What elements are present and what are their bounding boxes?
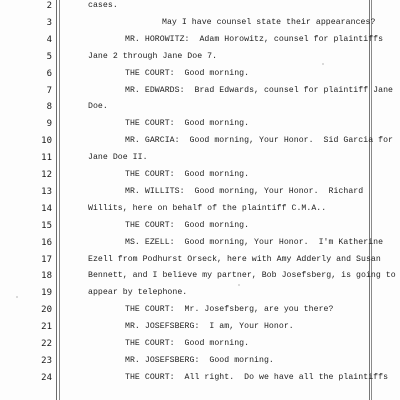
transcript-line <box>0 16 400 30</box>
line-text: MR. EDWARDS: Brad Edwards, counsel for plaintiff Jane <box>125 85 394 95</box>
line-text: Willits, here on behalf of the plaintiff C.M.A.. <box>88 203 327 213</box>
line-text: cases. <box>88 1 118 10</box>
transcript-line <box>0 354 400 368</box>
transcript-line <box>0 303 400 317</box>
line-number: 2 <box>46 1 52 11</box>
line-number: 22 <box>41 339 52 349</box>
line-text: Jane Doe II. <box>88 153 148 163</box>
line-number: 5 <box>46 51 52 62</box>
transcript-line <box>0 117 400 131</box>
line-text: MR. WILLITS: Good morning, Your Honor. Richard <box>125 186 364 196</box>
transcript-line <box>0 337 400 351</box>
transcript-line <box>0 84 400 98</box>
line-text: THE COURT: Good morning. <box>125 68 250 78</box>
line-text: MS. EZELL: Good morning, Your Honor. I'm Katherine <box>125 237 384 247</box>
line-text: May I have counsel state their appearances? <box>162 17 376 27</box>
line-number: 9 <box>46 119 52 130</box>
transcript-line <box>0 202 400 216</box>
line-number: 23 <box>41 355 52 366</box>
transcript-line <box>0 151 400 165</box>
line-text: MR. JOSEFSBERG: Good morning. <box>125 355 274 365</box>
line-text: appear by telephone. <box>88 288 188 298</box>
line-text: MR. GARCIA: Good morning, Your Honor. Sid Garcia for <box>125 136 394 146</box>
line-number: 16 <box>41 237 52 248</box>
line-text: MR. HOROWITZ: Adam Horowitz, counsel for plaintiffs <box>125 34 384 44</box>
line-text: THE COURT: Good morning. <box>125 339 250 348</box>
line-text: MR. JOSEFSBERG: I am, Your Honor. <box>125 322 294 332</box>
line-number: 20 <box>41 305 52 316</box>
line-number: 8 <box>46 102 52 113</box>
line-text: Doe. <box>88 102 108 112</box>
line-number: 6 <box>46 68 52 79</box>
line-number: 24 <box>41 372 52 383</box>
line-number: 11 <box>41 153 52 164</box>
line-text: THE COURT: Good morning. <box>125 220 250 230</box>
line-number: 3 <box>46 17 52 28</box>
line-text: Ezell from Podhurst Orseck, here with Amy Adderly and Susan <box>88 254 381 264</box>
line-text: THE COURT: Good morning. <box>125 170 250 179</box>
transcript-line <box>0 134 400 148</box>
transcript-line <box>0 236 400 250</box>
line-text: Jane 2 through Jane Doe 7. <box>88 51 218 61</box>
line-number: 15 <box>41 220 52 231</box>
line-number: 19 <box>41 288 52 299</box>
transcript-line <box>0 219 400 233</box>
transcript-line <box>0 185 400 199</box>
transcript-line <box>0 320 400 334</box>
line-number: 13 <box>41 186 52 197</box>
transcript-line <box>0 50 400 64</box>
line-number: 4 <box>46 34 52 45</box>
line-number: 14 <box>41 203 52 214</box>
transcript-line <box>0 371 400 385</box>
transcript-line <box>0 168 400 182</box>
transcript-line <box>0 269 400 283</box>
transcript-line <box>0 67 400 81</box>
transcript-line <box>0 253 400 267</box>
line-text: THE COURT: All right. Do we have all the plaintiffs <box>125 372 389 382</box>
transcript-line <box>0 33 400 47</box>
line-number: 7 <box>46 85 52 96</box>
transcript-line <box>0 100 400 114</box>
line-text: Bennett, and I believe my partner, Bob Josefsberg, is going to <box>88 271 396 281</box>
line-text: THE COURT: Good morning. <box>125 119 250 129</box>
line-text: THE COURT: Mr. Josefsberg, are you there? <box>125 305 334 315</box>
line-number: 17 <box>41 254 52 265</box>
transcript-line <box>0 286 400 300</box>
line-number: 10 <box>41 136 52 147</box>
line-number: 18 <box>41 271 52 282</box>
transcript-line <box>0 0 400 13</box>
line-number: 12 <box>41 170 52 180</box>
line-number: 21 <box>41 322 52 333</box>
